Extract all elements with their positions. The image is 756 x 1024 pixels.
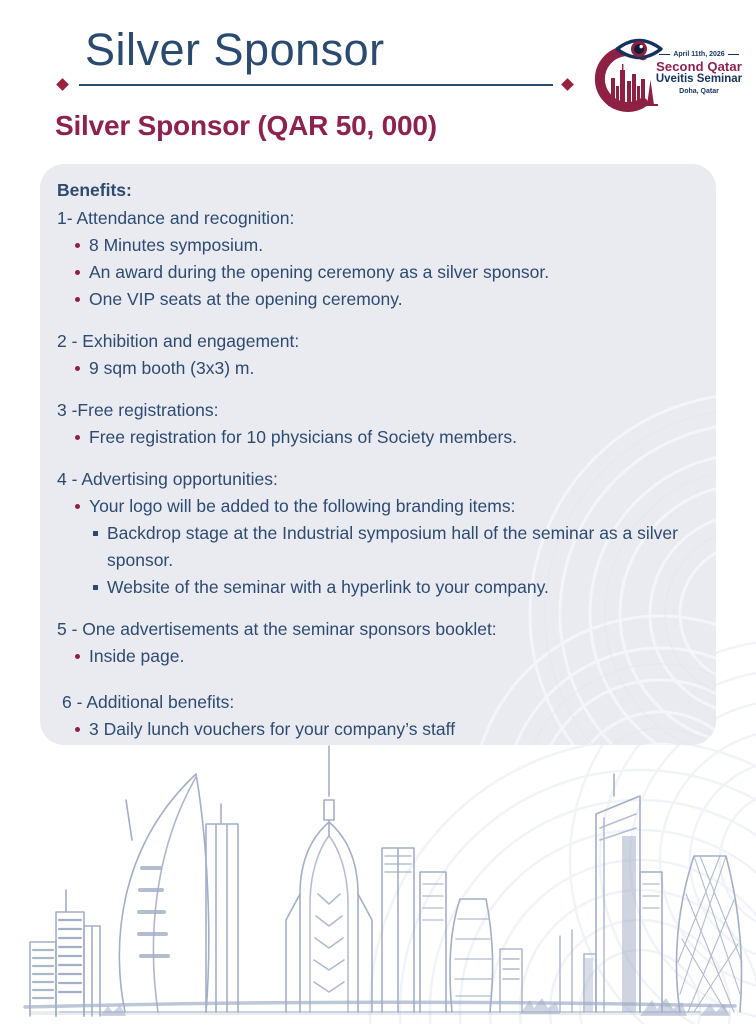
benefit-section-1 [57, 205, 698, 313]
list-item-text: Backdrop stage at the Industrial symposium hall of the seminar as a silver sponsor. [107, 523, 678, 570]
list-item-text: 3 Daily lunch vouchers for your company’s staff [89, 719, 456, 739]
list-item [57, 493, 698, 520]
benefit-section-3 [57, 397, 698, 451]
bullet-square-icon [93, 531, 98, 536]
list-item [57, 424, 698, 451]
logo-date [650, 51, 748, 58]
doha-skyline-sketch [0, 744, 756, 1024]
list-item-text: Inside page. [89, 646, 185, 666]
benefit-section-heading: 1- Attendance and recognition: [57, 208, 295, 228]
list-item-text: Free registration for 10 physicians of Society members. [89, 427, 517, 447]
bullet-square-icon [93, 585, 98, 590]
benefit-section-4 [57, 466, 698, 601]
benefit-section-2 [57, 328, 698, 382]
benefits-label: Benefits: [57, 180, 132, 200]
list-item [57, 574, 698, 601]
bullet-dot-icon [75, 504, 80, 509]
bullet-dot-icon [75, 366, 80, 371]
bullet-dot-icon [75, 727, 80, 732]
benefit-section-heading: 4 - Advertising opportunities: [57, 469, 278, 489]
list-item-text: 9 sqm booth (3x3) m. [89, 358, 255, 378]
bullet-dot-icon [75, 270, 80, 275]
dash-right [728, 54, 739, 55]
list-item-text: Website of the seminar with a hyperlink to your company. [107, 577, 549, 597]
bullet-dot-icon [75, 297, 80, 302]
dash-left [659, 54, 670, 55]
benefits-content [40, 164, 716, 743]
list-item [57, 232, 698, 259]
logo-text-block [650, 51, 748, 95]
list-item-text: 8 Minutes symposium. [89, 235, 264, 255]
bullet-dot-icon [75, 654, 80, 659]
list-item [57, 355, 698, 382]
list-item [57, 286, 698, 313]
logo-date-text: April 11th, 2026 [673, 51, 725, 58]
list-item [57, 716, 698, 743]
benefits-card [40, 164, 716, 745]
list-item [57, 643, 698, 670]
bullet-dot-icon [75, 243, 80, 248]
list-item [57, 520, 698, 574]
benefit-section-heading: 6 - Additional benefits: [62, 692, 235, 712]
benefit-section-6 [57, 689, 698, 743]
page-title: Silver Sponsor [85, 24, 385, 75]
section-heading: Silver Sponsor (QAR 50, 000) [55, 110, 437, 141]
logo-title-line2: Uveitis Seminar [655, 73, 743, 85]
list-item-text: One VIP seats at the opening ceremony. [89, 289, 403, 309]
list-item-text: An award during the opening ceremony as a silver sponsor. [89, 262, 550, 282]
diamond-accent-right [561, 78, 574, 91]
benefit-section-5 [57, 616, 698, 670]
logo-location: Doha, Qatar [679, 87, 719, 95]
logo-title-line1: Second Qatar [656, 59, 742, 74]
benefit-section-heading: 5 - One advertisements at the seminar sponsors booklet: [57, 619, 497, 639]
benefit-section-heading: 3 -Free registrations: [57, 400, 219, 420]
benefit-section-heading: 2 - Exhibition and engagement: [57, 331, 300, 351]
list-item-text: Your logo will be added to the following branding items: [89, 496, 516, 516]
bullet-dot-icon [75, 435, 80, 440]
title-underline [79, 84, 553, 86]
diamond-accent-left [56, 78, 69, 91]
list-item [57, 259, 698, 286]
seminar-logo [592, 34, 750, 116]
